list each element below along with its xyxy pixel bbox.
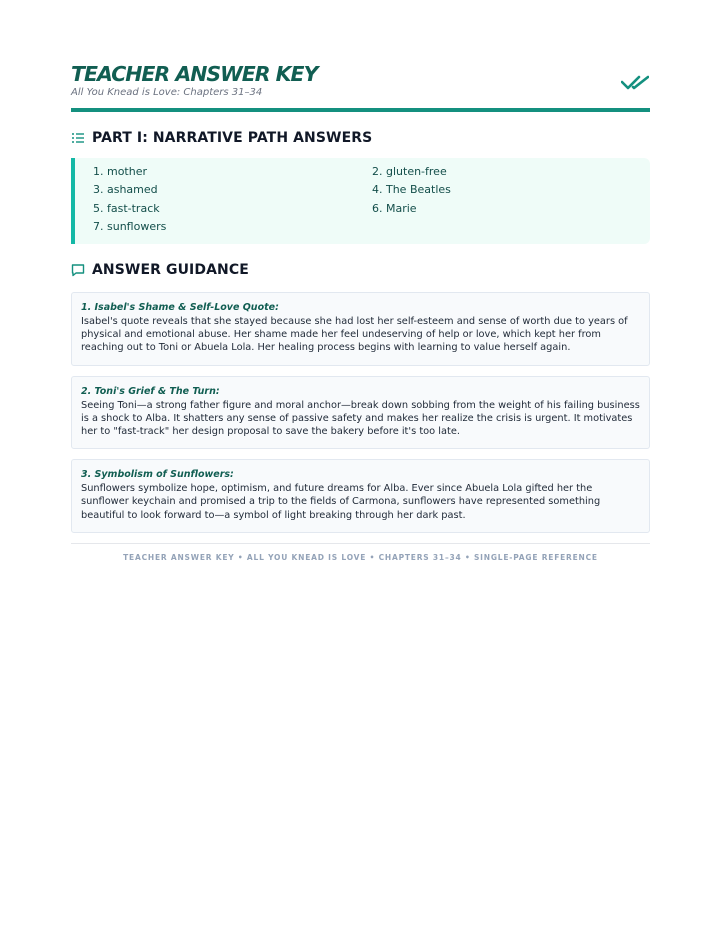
guidance-card: [71, 376, 650, 450]
answer-item: 1. mother: [93, 165, 148, 178]
speech-bubble-icon: [71, 263, 85, 277]
page-subtitle: All You Knead is Love: Chapters 31–34: [71, 87, 263, 98]
card-title: 2. Toni's Grief & The Turn:: [81, 385, 220, 397]
answer-item: 4. The Beatles: [372, 183, 451, 197]
answer-item: 2. gluten-free: [372, 165, 447, 178]
page-title: TEACHER ANSWER KEY: [71, 62, 318, 86]
answer-key-page: [71, 0, 650, 562]
card-title: 1. Isabel's Shame & Self-Love Quote:: [81, 302, 279, 313]
guidance-heading: [71, 260, 650, 280]
part1-title: PART I: NARRATIVE PATH ANSWERS: [92, 130, 373, 146]
answer-item: 3. ashamed: [93, 183, 158, 197]
card-body: Sunflowers symbolize hope, optimism, and future dreams for Alba. Ever since Abuela Lola gifted her the sunflower keychain and promised a trip to the fields of Carmona, sunflowers have represented something beautiful to look forward to—a symbol of light breaking through her dark past.: [81, 483, 601, 521]
part1-heading: [71, 128, 650, 148]
card-body: Seeing Toni—a strong father figure and moral anchor—break down sobbing from the weight of his failing business is a shock to Alba. It shatters any sense of passive safety and makes her realize the crisis is urgent. It motivates her to "fast-track" her design proposal to save the bakery before it's too late.: [81, 399, 640, 438]
card-title: 3. Symbolism of Sunflowers:: [81, 469, 234, 481]
answer-item: 7. sunflowers: [93, 219, 167, 233]
answer-item: 6. Marie: [372, 201, 417, 215]
page-footer: TEACHER ANSWER KEY • ALL YOU KNEAD IS LOVE • CHAPTERS 31–34 • SINGLE-PAGE REFERENCE: [71, 543, 650, 562]
answers-box: [71, 158, 650, 244]
card-body: Isabel's quote reveals that she stayed because she had lost her self-esteem and sense of worth due to years of physical and emotional abuse. Her shame made her feel undeserving of help or love, which kept her from reaching out to Toni or Abuela Lola. Her healing process begins with learning to value herself again.: [81, 316, 628, 354]
guidance-title: ANSWER GUIDANCE: [92, 262, 249, 278]
answer-item: 5. fast-track: [93, 201, 160, 215]
guidance-cards: [71, 292, 650, 533]
guidance-card: [71, 292, 650, 366]
guidance-card: [71, 459, 650, 533]
list-icon: [71, 131, 85, 145]
double-check-icon: [621, 72, 649, 92]
page-header: [71, 0, 650, 112]
